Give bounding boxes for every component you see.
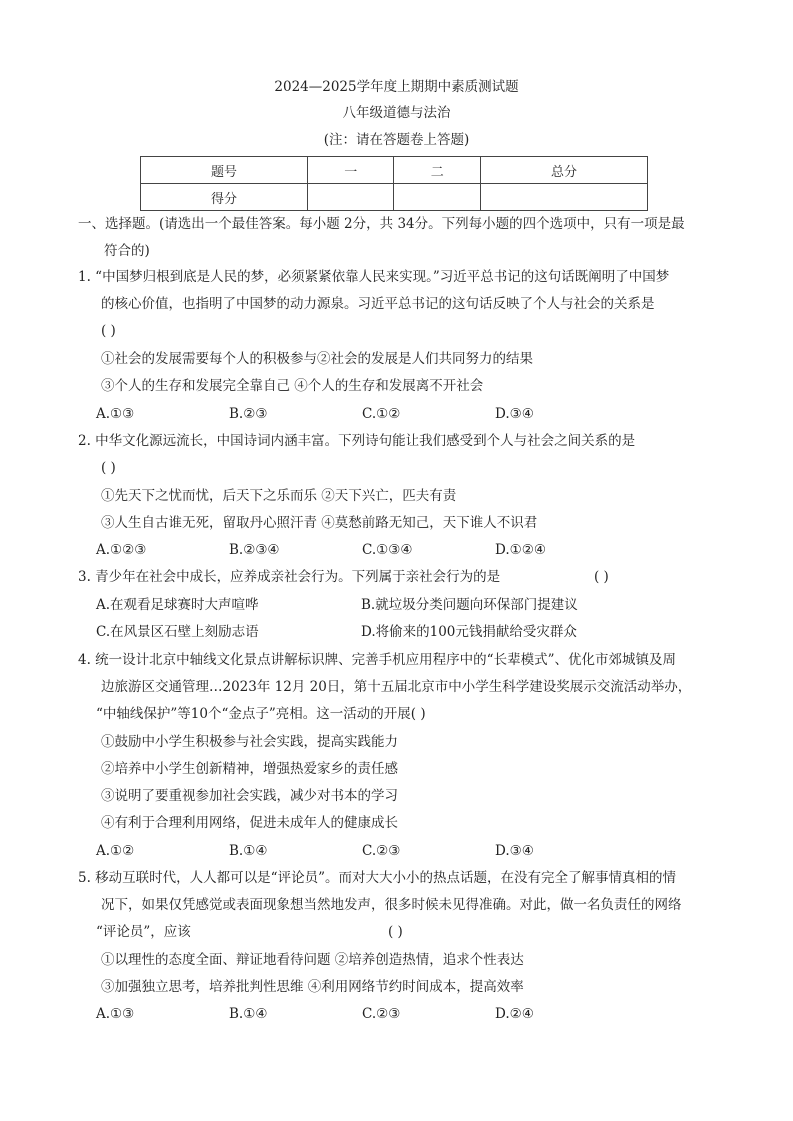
question-5-answer-blank: ( ): [388, 924, 403, 940]
question-1-statement: ③个人的生存和发展完全靠自己 ④个人的生存和发展离不开社会: [101, 378, 484, 394]
score-table-score-row: [141, 184, 648, 211]
question-5-options: [96, 1005, 628, 1023]
option-b[interactable]: B.②③: [229, 406, 268, 422]
question-5-statement: ③加强独立思考，培养批判性思维 ④利用网络节约时间成本，提高效率: [101, 979, 524, 995]
question-4-statement: ④有利于合理利用网络，促进未成年人的健康成长: [101, 815, 398, 831]
option-a[interactable]: A.①②: [96, 843, 135, 859]
section-heading: 一、选择题。(请选出一个最佳答案。每小题 2分，共 34分。下列每小题的四个选项中，只有一项是最: [78, 216, 685, 232]
option-d[interactable]: D.①②④: [495, 542, 546, 558]
question-1-answer-blank: ( ): [101, 323, 116, 339]
option-b[interactable]: B.②③④: [229, 542, 280, 558]
question-3-options-row1: [96, 596, 696, 614]
option-d[interactable]: D.将偷来的100元钱捐献给受灾群众: [361, 624, 577, 640]
question-1-statement: ①社会的发展需要每个人的积极参与②社会的发展是人们共同努力的结果: [101, 351, 533, 367]
question-3-stem: 3. 青少年在社会中成长，应养成亲社会行为。下列属于亲社会行为的是: [78, 569, 501, 585]
question-5-stem-cont: 况下，如果仅凭感觉或表面现象想当然地发声，很多时候未见得准确。对此，做一名负责任的网络: [101, 897, 682, 913]
score-cell: [481, 184, 648, 211]
question-4-statement: ③说明了要重视参加社会实践，减少对书本的学习: [101, 788, 398, 804]
question-5-stem: 5. 移动互联时代，人人都可以是“评论员”。而对大大小小的热点话题，在没有完全了解事情真相的情: [78, 870, 676, 886]
score-cell: 题号: [141, 157, 308, 184]
score-cell: [307, 184, 394, 211]
question-4-stem-cont: “中轴线保护”等10个“金点子”亮相。这一活动的开展( ): [96, 706, 426, 722]
question-4-stem-cont: 边旅游区交通管理…2023年 12月 20日，第十五届北京市中小学生科学建设奖展示交流活动举办，: [101, 679, 692, 695]
option-a[interactable]: A.①③: [96, 406, 135, 422]
option-b[interactable]: B.就垃圾分类问题向环保部门提建议: [361, 597, 578, 613]
question-3-answer-blank: ( ): [594, 569, 609, 585]
exam-note: (注：请在答题卷上答题): [323, 132, 470, 148]
question-5-statement: ①以理性的态度全面、辩证地看待问题 ②培养创造热情，追求个性表达: [101, 952, 524, 968]
question-2-stem: 2. 中华文化源远流长，中国诗词内涵丰富。下列诗句能让我们感受到个人与社会之间关系的是: [78, 433, 636, 449]
option-c[interactable]: C.①②: [362, 406, 401, 422]
question-2-answer-blank: ( ): [101, 460, 116, 476]
question-4-options: [96, 842, 628, 860]
option-c[interactable]: C.②③: [362, 843, 401, 859]
option-a[interactable]: A.在观看足球赛时大声喧哗: [96, 597, 259, 613]
question-1-stem: 1. “中国梦归根到底是人民的梦，必须紧紧依靠人民来实现。”习近平总书记的这句话既阐明了中国梦: [78, 269, 670, 285]
question-4-stem: 4. 统一设计北京中轴线文化景点讲解标识牌、完善手机应用程序中的“长辈模式”、优化市郊城镇及周: [78, 652, 676, 668]
question-4-statement: ①鼓励中小学生积极参与社会实践，提高实践能力: [101, 734, 398, 750]
option-b[interactable]: B.①④: [229, 1006, 268, 1022]
option-d[interactable]: D.③④: [495, 406, 534, 422]
option-a[interactable]: A.①②③: [96, 542, 147, 558]
option-b[interactable]: B.①④: [229, 843, 268, 859]
score-cell: 得分: [141, 184, 308, 211]
score-cell: 二: [394, 157, 481, 184]
score-cell: 一: [307, 157, 394, 184]
question-2-statement: ①先天下之忧而忧，后天下之乐而乐 ②天下兴亡，匹夫有责: [101, 488, 457, 504]
question-5-stem-cont: “评论员”，应该: [96, 924, 191, 940]
option-c[interactable]: C.②③: [362, 1006, 401, 1022]
section-heading-cont: 符合的): [104, 243, 150, 259]
option-d[interactable]: D.③④: [495, 843, 534, 859]
question-2-statement: ③人生自古谁无死，留取丹心照汗青 ④莫愁前路无知己，天下谁人不识君: [101, 515, 538, 531]
exam-subject: 八年级道德与法治: [342, 105, 451, 121]
option-a[interactable]: A.①③: [96, 1006, 135, 1022]
question-3-options-row2: [96, 623, 696, 641]
question-2-options: [96, 541, 628, 559]
option-c[interactable]: C.在风景区石壁上刻励志语: [96, 624, 259, 640]
score-cell: 总分: [481, 157, 648, 184]
exam-title: 2024—2025学年度上期期中素质测试题: [274, 79, 519, 95]
question-4-statement: ②培养中小学生创新精神，增强热爱家乡的责任感: [101, 761, 398, 777]
option-d[interactable]: D.②④: [495, 1006, 534, 1022]
question-1-options: [96, 405, 628, 423]
score-table: [140, 156, 648, 211]
score-table-header-row: [141, 157, 648, 184]
option-c[interactable]: C.①③④: [362, 542, 413, 558]
score-cell: [394, 184, 481, 211]
question-1-stem-cont: 的核心价值，也指明了中国梦的动力源泉。习近平总书记的这句话反映了个人与社会的关系是: [101, 296, 655, 312]
